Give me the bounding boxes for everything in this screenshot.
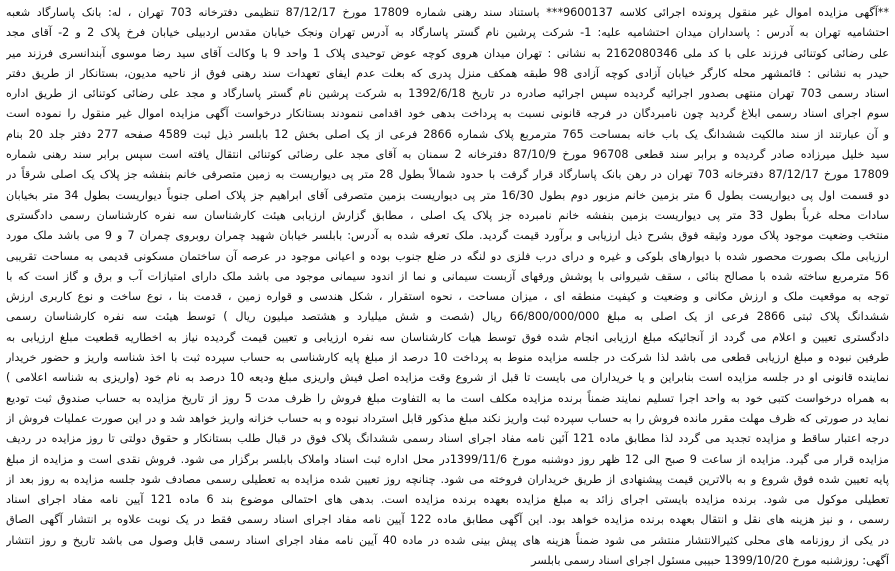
notice-line: منتخب وضعیت موجود پلاک مورد وثیقه فوق بشرح ذیل ارزیابی و برآورد قیمت گردید. ملک تعرفه شده به آدرس: بابلسر خیابان شهید چمران روبروی چمران 7 و 9 می باشد ملک مورد	[6, 229, 889, 243]
notice-line: به همراه درخواست کتبی خود به واحد اجرا تسلیم نمایند ضمناً برنده مزایده مکلف است ما به التفاوت مبلغ فروش را ظرف مدت 5 روز از تاریخ مزایده به حساب صندوق ثبت تودیع	[6, 391, 889, 405]
notice-line: سوم اجرای اسناد رسمی ابلاغ گردید چون نامبردگان در فرجه قانونی نسبت به پرداخت بدهی خود اقدامی ننمودند بستانکار درخواست آگهی مزایده اموال غیر منقول را نموده است	[6, 107, 889, 121]
notice-line: دو قسمت اول پی دیواریست بطول 6 متر بزمین خانم مزبور دوم بطول 16/30 متر پی دیواریست بزمین متصرفی آقای ابراهیم جز پلاک اصلی جنوباً دیواریست بطول 34 متر بخیابان	[6, 188, 889, 202]
notice-line: و آن عبارتند از سند مالکیت ششدانگ یک باب خانه بمساحت 765 مترمربع پلاک شماره 2866 فرعی از یک اصلی بخش 12 بابلسر ذیل ثبت 4589 صفحه 277 دفتر جلد 20 بنام	[6, 127, 889, 141]
notice-line: درجه اعتبار ساقط و مزایده تجدید می گردد لذا مطابق ماده 121 آئین نامه مفاد اجرای اسناد رسمی ششدانگ پلاک فوق در قبال طلب بستانکار و حقوق دولتی تا روز مزایده در ردیف	[6, 432, 889, 446]
notice-line: تعطیلی موکول می شود. برنده مزایده بایستی اجرای زائد به مبلغ مزایده بعهده برنده مزایده است. بدهی های احتمالی موضوع بند 6 ماده 121 آیین نامه مفاد اجرای اسناد	[6, 493, 889, 507]
notice-line: 56 مترمربع ساخته شده با مصالح بنائی ، سقف شیروانی با پوشش ورقهای آزبست سیمانی و نما از اندود سیمانی موجود می باشد ملک دارای امتیازات آب و برق و گاز است که با	[6, 269, 889, 283]
notice-line: سید خلیل میرزاده صادر گردیده و برابر سند قطعی 96708 مورخ 87/10/9 دفترخانه 2 سمنان به آقای مجد علی رضائی کوتنائی انتقال یافته است سپس برابر سند رهنی شماره	[6, 148, 889, 162]
notice-signature-line: آگهی: روزشنبه مورخ 1399/10/20 حبیبی مسئول اجرای اسناد رسمی بابلسر	[531, 554, 889, 568]
notice-line: سادات محله غرباً بطول 33 متر پی دیواریست بزمین بنفشه خانم نامبرده جز پلاک یک اصلی ، مطابق گزارش ارزیابی هیئت کارشناسان سه نفره کارشناسان رسمی دادگستری	[6, 208, 889, 222]
notice-line: طرفین نبوده و مبلغ ارزیابی قطعی می باشد لذا شرکت در جلسه مزایده منوط به پرداخت 10 درصد از مبلغ پایه کارشناسی به حساب سپرده ثبت با اخذ شناسه واریز و حضور خریدار	[6, 351, 889, 365]
notice-line: احتشامیه تهران به آدرس : پاسداران میدان احتشامیه علیه: 1- شرکت پرشین نام گستر پاسارگاد به آدرس تهران ونجک خیابان مقدس اردبیلی خیابان فرخ پلاک 2 و 2- آقای مجد	[6, 26, 889, 40]
notice-line: 17809 مورخ 87/12/17 دفترخانه 703 تهران در رهن بانک پاسارگاد قرار گرفت با حدود شمالاً بطول 28 متر پی دیواریست به زمین متصرفی خانم بنفشه جز پلاک یک اصلی شرقاً در	[6, 168, 889, 182]
notice-line: مزایده قرار می گیرد. مزایده از ساعت 9 صبح الی 12 ظهر روز دوشنبه مورخ 1399/11/6در محل اداره ثبت اسناد واملاک بابلسر برگزار می شود. فروش نقدی است و مزایده از مبلغ	[6, 452, 889, 466]
notice-line: توجه به موقعیت ملک و ارزش مکانی و وضعیت و کیفیت منطقه ای ، میزان مساحت ، نحوه استقرار ، شکل هندسی و قواره زمین ، قدمت بنا ، نوع ساخت و نوع کاربری ارزش	[6, 290, 889, 304]
notice-line: **آگهی مزایده اموال غیر منقول پرونده اجرائی کلاسه 9600137*** باستناد سند رهنی شماره 17809 مورخ 87/12/17 تنظیمی دفترخانه 703 تهران ، له: بانک پاسارگاد شعبه	[6, 6, 889, 19]
notice-line: دادگستری تعیین و اعلام می گردد از آنجائیکه مبلغ ارزیابی انجام شده فوق توسط هیات کارشناسان سه نفره ارزیابی و تعیین قیمت گردیده نیاز به اخطاریه قطعیت مبلغ ارزیابی به	[6, 330, 889, 344]
notice-line: در یکی از روزنامه های محلی کثیرالانتشار منتشر می شود ضمناً هزینه های پیش بینی شده در ماده 40 آیین نامه مفاد اجرای اسناد رسمی قابل وصول می باشد تاریخ و روز انتشار	[6, 533, 889, 547]
notice-line: ارزیابی ملک بصورت محصور شده با دیوارهای بلوکی و غیره و درای درب فلزی دو لنگه در ضلع جنوب بوده و اعیانی موجود در عرصه آن ساختمان مسکونی قدیمی به مساحت تقریبی	[6, 249, 889, 263]
notice-line: حیدر به نشانی : قائمشهر محله کارگر خیابان آزادی کوچه آزادی 98 طبقه همکف منزل پدری که بعلت عدم ایفای تعهدات سند رهنی فوق از ناحیه مدیون، بستانکار از طریق دفتر	[6, 66, 889, 80]
notice-line: ششدانگ پلاک ثبتی 2866 فرعی از یک اصلی به مبلغ 66/800/000/000 ریال (شصت و شش میلیارد و هشتصد میلیون ریال ) توسط هیئت سه نفره کارشناسان رسمی	[6, 310, 889, 324]
notice-line: نماید در صورتی که ظرف مهلت مقرر مانده فروش را به حساب سپرده ثبت واریز نکند مبلغ مذکور قابل استرداد نبوده و به حساب خزانه واریز خواهد شد و در این صورت عملیات فروش از	[6, 411, 889, 425]
notice-line: نماینده قانونی او در جلسه مزایده است بنابراین و یا خریداران می بایست تا قبل از شروع وقت مزایده اصل فیش واریزی مبلغ ودیعه 10 درصد به نام خود (واریزی به شناسه اعلامی )	[6, 371, 889, 385]
notice-line: پایه تعیین شده فوق شروع و به بالاترین قیمت پیشنهادی از طریق خریداران فروخته می شود. چنانچه روز تعیین شده مزایده به تعطیلی رسمی مصادف شود جلسه مزایده به روز بعد از	[6, 472, 889, 486]
notice-line: علی رضائی کوتنائی فرزند علی با کد ملی 2162080346 به نشانی : تهران میدان هروی کوچه عوض توحیدی پلاک 1 واحد 9 با وکالت آقای سید رضا موسوی آبندانسری فرزند میر	[6, 46, 889, 60]
notice-line: اسناد رسمی 703 تهران منتهی بصدور اجرائیه گردیده سپس اجرائیه صادره در تاریخ 1392/6/18 به شرکت پرشین نام گستر پاسارگاد و مجد علی رضائی کوتنائی از طریق اداره	[6, 87, 889, 101]
notice-line: رسمی ، و نیز هزینه های نقل و انتقال بعهده برنده مزایده خواهد بود. این آگهی مطابق ماده 122 آیین نامه مفاد اجرای اسناد رسمی فقط در یک نوبت علاوه بر انتشار آگهی الصاق	[6, 513, 889, 527]
